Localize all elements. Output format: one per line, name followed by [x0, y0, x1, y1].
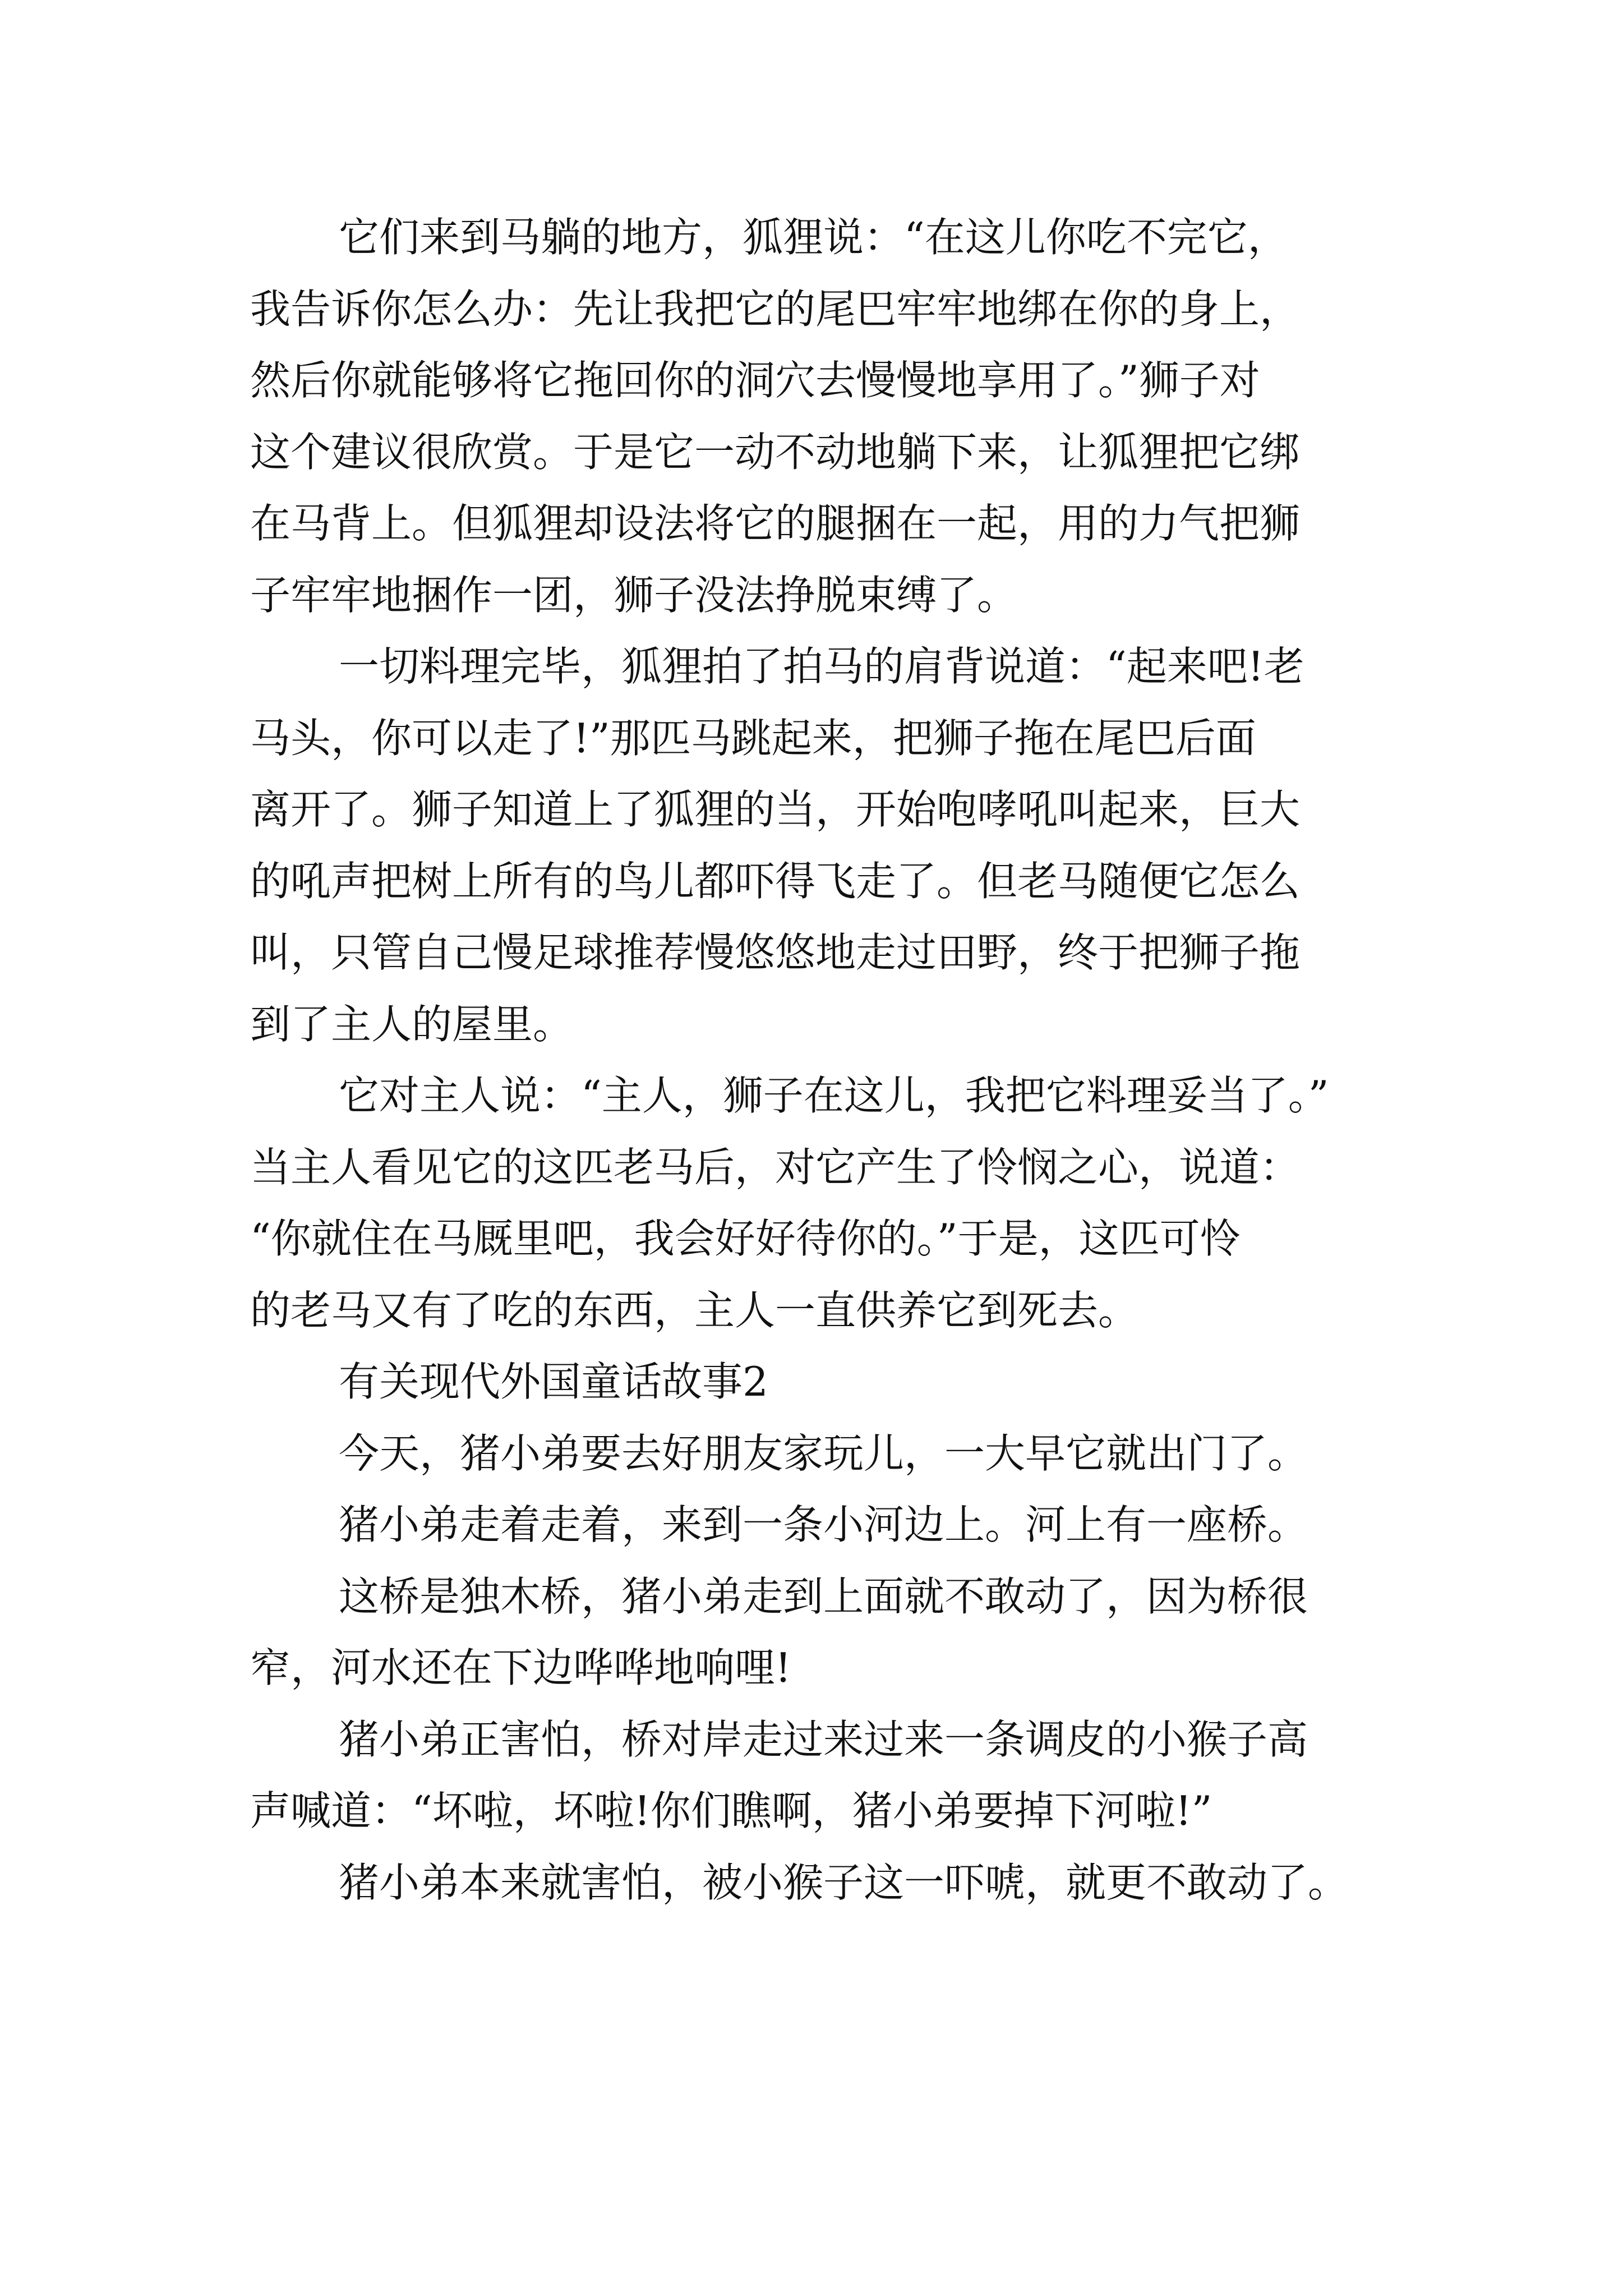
text-line: 窄，河水还在下边哗哗地响哩!	[250, 1644, 791, 1691]
text-line: 我告诉你怎么办：先让我把它的尾巴牢牢地绑在你的身上，	[250, 285, 1301, 333]
text-line: 子牢牢地捆作一团，狮子没法挣脱束缚了。	[250, 571, 1018, 619]
section-heading: 有关现代外国童话故事2	[339, 1358, 768, 1405]
text-line: 今天，猪小弟要去好朋友家玩儿，一大早它就出门了。	[339, 1429, 1308, 1477]
text-line: 然后你就能够将它拖回你的洞穴去慢慢地享用了。”狮子对	[250, 357, 1260, 404]
text-line: 叫，只管自己慢足球推荐慢悠悠地走过田野，终于把狮子拖	[250, 929, 1301, 976]
text-line: 离开了。狮子知道上了狐狸的当，开始咆哮吼叫起来，巨大	[250, 786, 1301, 833]
text-line: 这桥是独木桥，猪小弟走到上面就不敢动了，因为桥很	[339, 1572, 1308, 1620]
text-line: 猪小弟本来就害怕，被小猴子这一吓唬，就更不敢动了。	[339, 1858, 1349, 1906]
text-line: 在马背上。但狐狸却设法将它的腿捆在一起，用的力气把狮	[250, 500, 1301, 547]
text-line: 猪小弟正害怕，桥对岸走过来过来一条调皮的小猴子高	[339, 1715, 1308, 1763]
text-line: 的老马又有了吃的东西，主人一直供养它到死去。	[250, 1286, 1139, 1334]
text-line: 一切料理完毕，狐狸拍了拍马的肩背说道：“起来吧!老	[339, 643, 1304, 690]
text-line: 猪小弟走着走着，来到一条小河边上。河上有一座桥。	[339, 1501, 1308, 1548]
text-line: 马头，你可以走了!”那匹马跳起来，把狮子拖在尾巴后面	[250, 714, 1256, 762]
text-line: 到了主人的屋里。	[250, 1000, 574, 1048]
text-line: 它们来到马躺的地方，狐狸说：“在这儿你吃不完它，	[339, 214, 1288, 261]
text-line: 这个建议很欣赏。于是它一动不动地躺下来，让狐狸把它绑	[250, 428, 1301, 476]
document-body	[250, 202, 1377, 1918]
text-line: 它对主人说：“主人，狮子在这儿，我把它料理妥当了。”	[339, 1072, 1329, 1119]
text-line: 当主人看见它的这匹老马后，对它产生了怜悯之心，说道：	[250, 1143, 1301, 1191]
text-line: “你就住在马厩里吧，我会好好待你的。”于是，这匹可怜	[250, 1215, 1241, 1262]
text-line: 声喊道：“坏啦，坏啦!你们瞧啊，猪小弟要掉下河啦!”	[250, 1787, 1212, 1834]
text-line: 的吼声把树上所有的鸟儿都吓得飞走了。但老马随便它怎么	[250, 857, 1301, 905]
